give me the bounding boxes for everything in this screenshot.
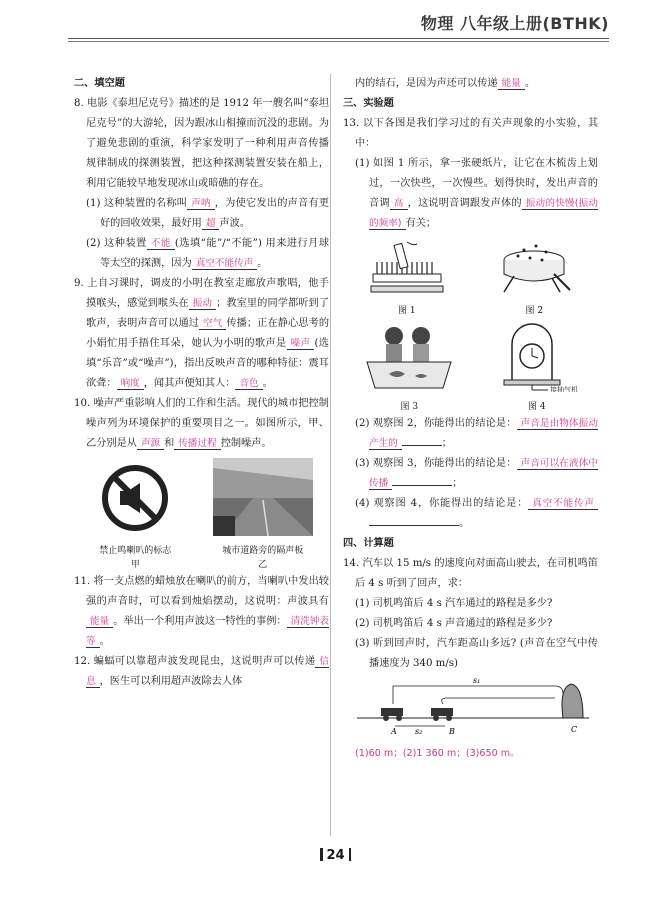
q14-answers: (1)60 m；(2)1 360 m；(3)650 m。 [355, 748, 520, 759]
q14-sub1: (1) 司机鸣笛后 4 s 汽车通过的路程是多少? [355, 598, 553, 609]
answer-blank: 振动的快慢(振动的频率) [369, 198, 599, 229]
question-11 [74, 572, 329, 652]
no-horn-sign-icon [90, 458, 180, 536]
q9-text: 9. 上自习课时，调皮的小明在教室走廊放声歌唱，他手摸喉头，感觉到喉头在 振动 ；教室里的同学都听到了歌声，表明声音可以通过 空气 传播；正在静心思考的小娟忙用手捂住耳朵，她认为小明的歌声是 噪声 (选填“乐音”或“噪声”)，指出反映声音的哪种特征：震耳欲聋： 响度 ，闻其声便知其人： 音色 。 [74, 278, 330, 389]
answer-blank: 传播过程 [174, 438, 220, 450]
answer-blank: 空气 [199, 318, 226, 330]
q14-sub2: (2) 司机鸣笛后 4 s 声音通过的路程是多少? [355, 618, 553, 629]
q10-text: 10. 噪声严重影响人们的工作和生活。现代的城市把控制噪声列为环境保护的重要项目之一。如图所示，甲、乙分别是从 声源 和 传播过程 控制噪声。 [74, 398, 329, 449]
page-number: 24 [316, 846, 355, 866]
answer-blank: 真空不能传声 [192, 258, 258, 270]
q13-sub4: (4) 观察图 4，你能得出的结论是： 真空不能传声。 [357, 494, 598, 534]
answer-blank: 声源 [137, 438, 164, 450]
diagram-label-c: C [571, 725, 578, 734]
answer-blank: 音色 [235, 378, 262, 390]
figure-3-caption: 图 3 [400, 402, 419, 412]
figure-yi-label: 乙 [258, 560, 268, 570]
q13-stem: 13. 以下各图是我们学习过的有关声现象的小实验，其中： [343, 118, 598, 149]
answer-blank: 声音是由物体振动产生的 [369, 418, 599, 449]
answer-blank: 高 [390, 198, 408, 210]
answer-blank: 振动 [189, 298, 216, 310]
q13-figures-row2 [343, 322, 598, 414]
figure-4 [492, 322, 582, 414]
diagram-label-a: A [391, 727, 397, 736]
q13-sub3: (3) 观察图 3，你能得出的结论是： 声音可以在液体中传播 ； [355, 458, 599, 489]
figure-3 [359, 322, 459, 414]
answer-blank: 噪声 [287, 338, 315, 350]
answer-blank: 清洗钟表等 [86, 616, 330, 647]
q13-sub1: (1) 如图 1 所示，拿一张硬纸片，让它在木梳齿上划过，一次快些，一次慢些。划得快时，发出声音的音调 高 ，这说明音调跟发声体的 振动的快慢(振动的频率) 有关； [355, 158, 599, 229]
figure-4-caption: 图 4 [527, 402, 546, 412]
answer-blank: 信息 [86, 656, 329, 687]
q13-sub2: (2) 观察图 2，你能得出的结论是： 声音是由物体振动产生的 ； [355, 418, 599, 449]
q13-figures-row1 [343, 238, 598, 318]
question-9 [74, 274, 329, 394]
figure-yi-caption: 城市道路旁的隔声板 [222, 546, 304, 556]
answer-blank: 不能 [147, 238, 175, 250]
figure-1 [367, 238, 447, 318]
q8-stem: 8. 电影《泰坦尼克号》描述的是 1912 年一艘名叫“泰坦尼克号”的大游轮，因为跟冰山相撞而沉没的悲剧。为了避免悲剧的重演，科学家发明了一种利用声音传播规律制成的探测装置，把这种探测装置安装在船上，利用它能较早地发现冰山或暗礁的存在。 [74, 98, 329, 189]
answer-blank: 响度 [117, 378, 144, 390]
fish-tank-children-icon [359, 322, 459, 392]
section-fill-blank-title: 二、填空题 [74, 78, 125, 89]
answer-blank: 声呐 [187, 198, 215, 210]
figure-4-pump-label: 接抽气机 [549, 386, 578, 392]
question-14 [343, 554, 598, 764]
diagram-label-s2: s₂ [415, 727, 423, 736]
figure-jia [90, 458, 180, 572]
answer-blank: 真空不能传声 [528, 498, 598, 510]
sound-barrier-photo [213, 458, 313, 536]
q8-sub1: (1) 这种装置的名称叫 声呐 ，为使它发出的声音有更好的回收效果，最好用 超 声波。 [86, 198, 330, 229]
q14-sub3: (3) 听到回声时，汽车距高山多远? (声音在空气中传播速度为 340 m/s) [355, 638, 598, 669]
q8-sub2: (2) 这种装置 不能 (选填“能”/“不能”) 用来进行月球等太空的探测，因为 真空不能传声 。 [86, 238, 330, 269]
answer-blank: 声音可以在液体中传播 [369, 458, 599, 489]
figure-jia-label: 甲 [130, 560, 140, 570]
page-header-title: 物理 八年级上册(BTHK) [420, 14, 609, 33]
q14-stem: 14. 汽车以 15 m/s 的速度向对面高山驶去，在司机鸣笛后 4 s 听到了回声，求： [343, 558, 598, 589]
question-13 [343, 114, 598, 534]
answer-blank: 能量 [86, 616, 113, 628]
q12-text: 12. 蝙蝠可以靠超声波发现昆虫，这说明声可以传递 信息 ，医生可以利用超声波除去人体 [74, 656, 329, 687]
q14-diagram [353, 674, 593, 736]
comb-card-icon [367, 238, 447, 296]
left-column [74, 74, 329, 692]
drum-particles-icon [494, 238, 574, 296]
diagram-label-s1: s₁ [473, 676, 481, 685]
answer-blank: 超 [202, 218, 220, 230]
figure-1-caption: 图 1 [397, 306, 416, 316]
question-10 [74, 394, 329, 572]
figure-yi [213, 458, 313, 572]
figure-jia-caption: 禁止鸣喇叭的标志 [99, 546, 172, 556]
section-calculation-title: 四、计算题 [343, 538, 394, 549]
q12-continued: 内的结石，是因为声还可以传递 能量 。 [355, 78, 535, 89]
q10-figures [74, 458, 329, 572]
header-rule-thin [68, 41, 609, 42]
section-experiment-title: 三、实验题 [343, 98, 394, 109]
question-12 [74, 652, 329, 692]
figure-2 [494, 238, 574, 318]
question-8 [74, 94, 329, 274]
column-divider [330, 74, 331, 836]
right-column [343, 74, 598, 764]
figure-2-caption: 图 2 [525, 306, 544, 316]
bell-jar-clock-icon [492, 322, 582, 392]
header-rule [68, 38, 609, 39]
answer-blank: 能量 [498, 78, 525, 90]
diagram-label-b: B [449, 727, 455, 736]
q11-text: 11. 将一支点燃的蜡烛放在喇叭的前方，当喇叭中发出较强的声音时，可以看到烛焰摆动，这说明：声波具有能量 。举出一个利用声波这一特性的事例： 清洗钟表等 。 [74, 576, 330, 647]
